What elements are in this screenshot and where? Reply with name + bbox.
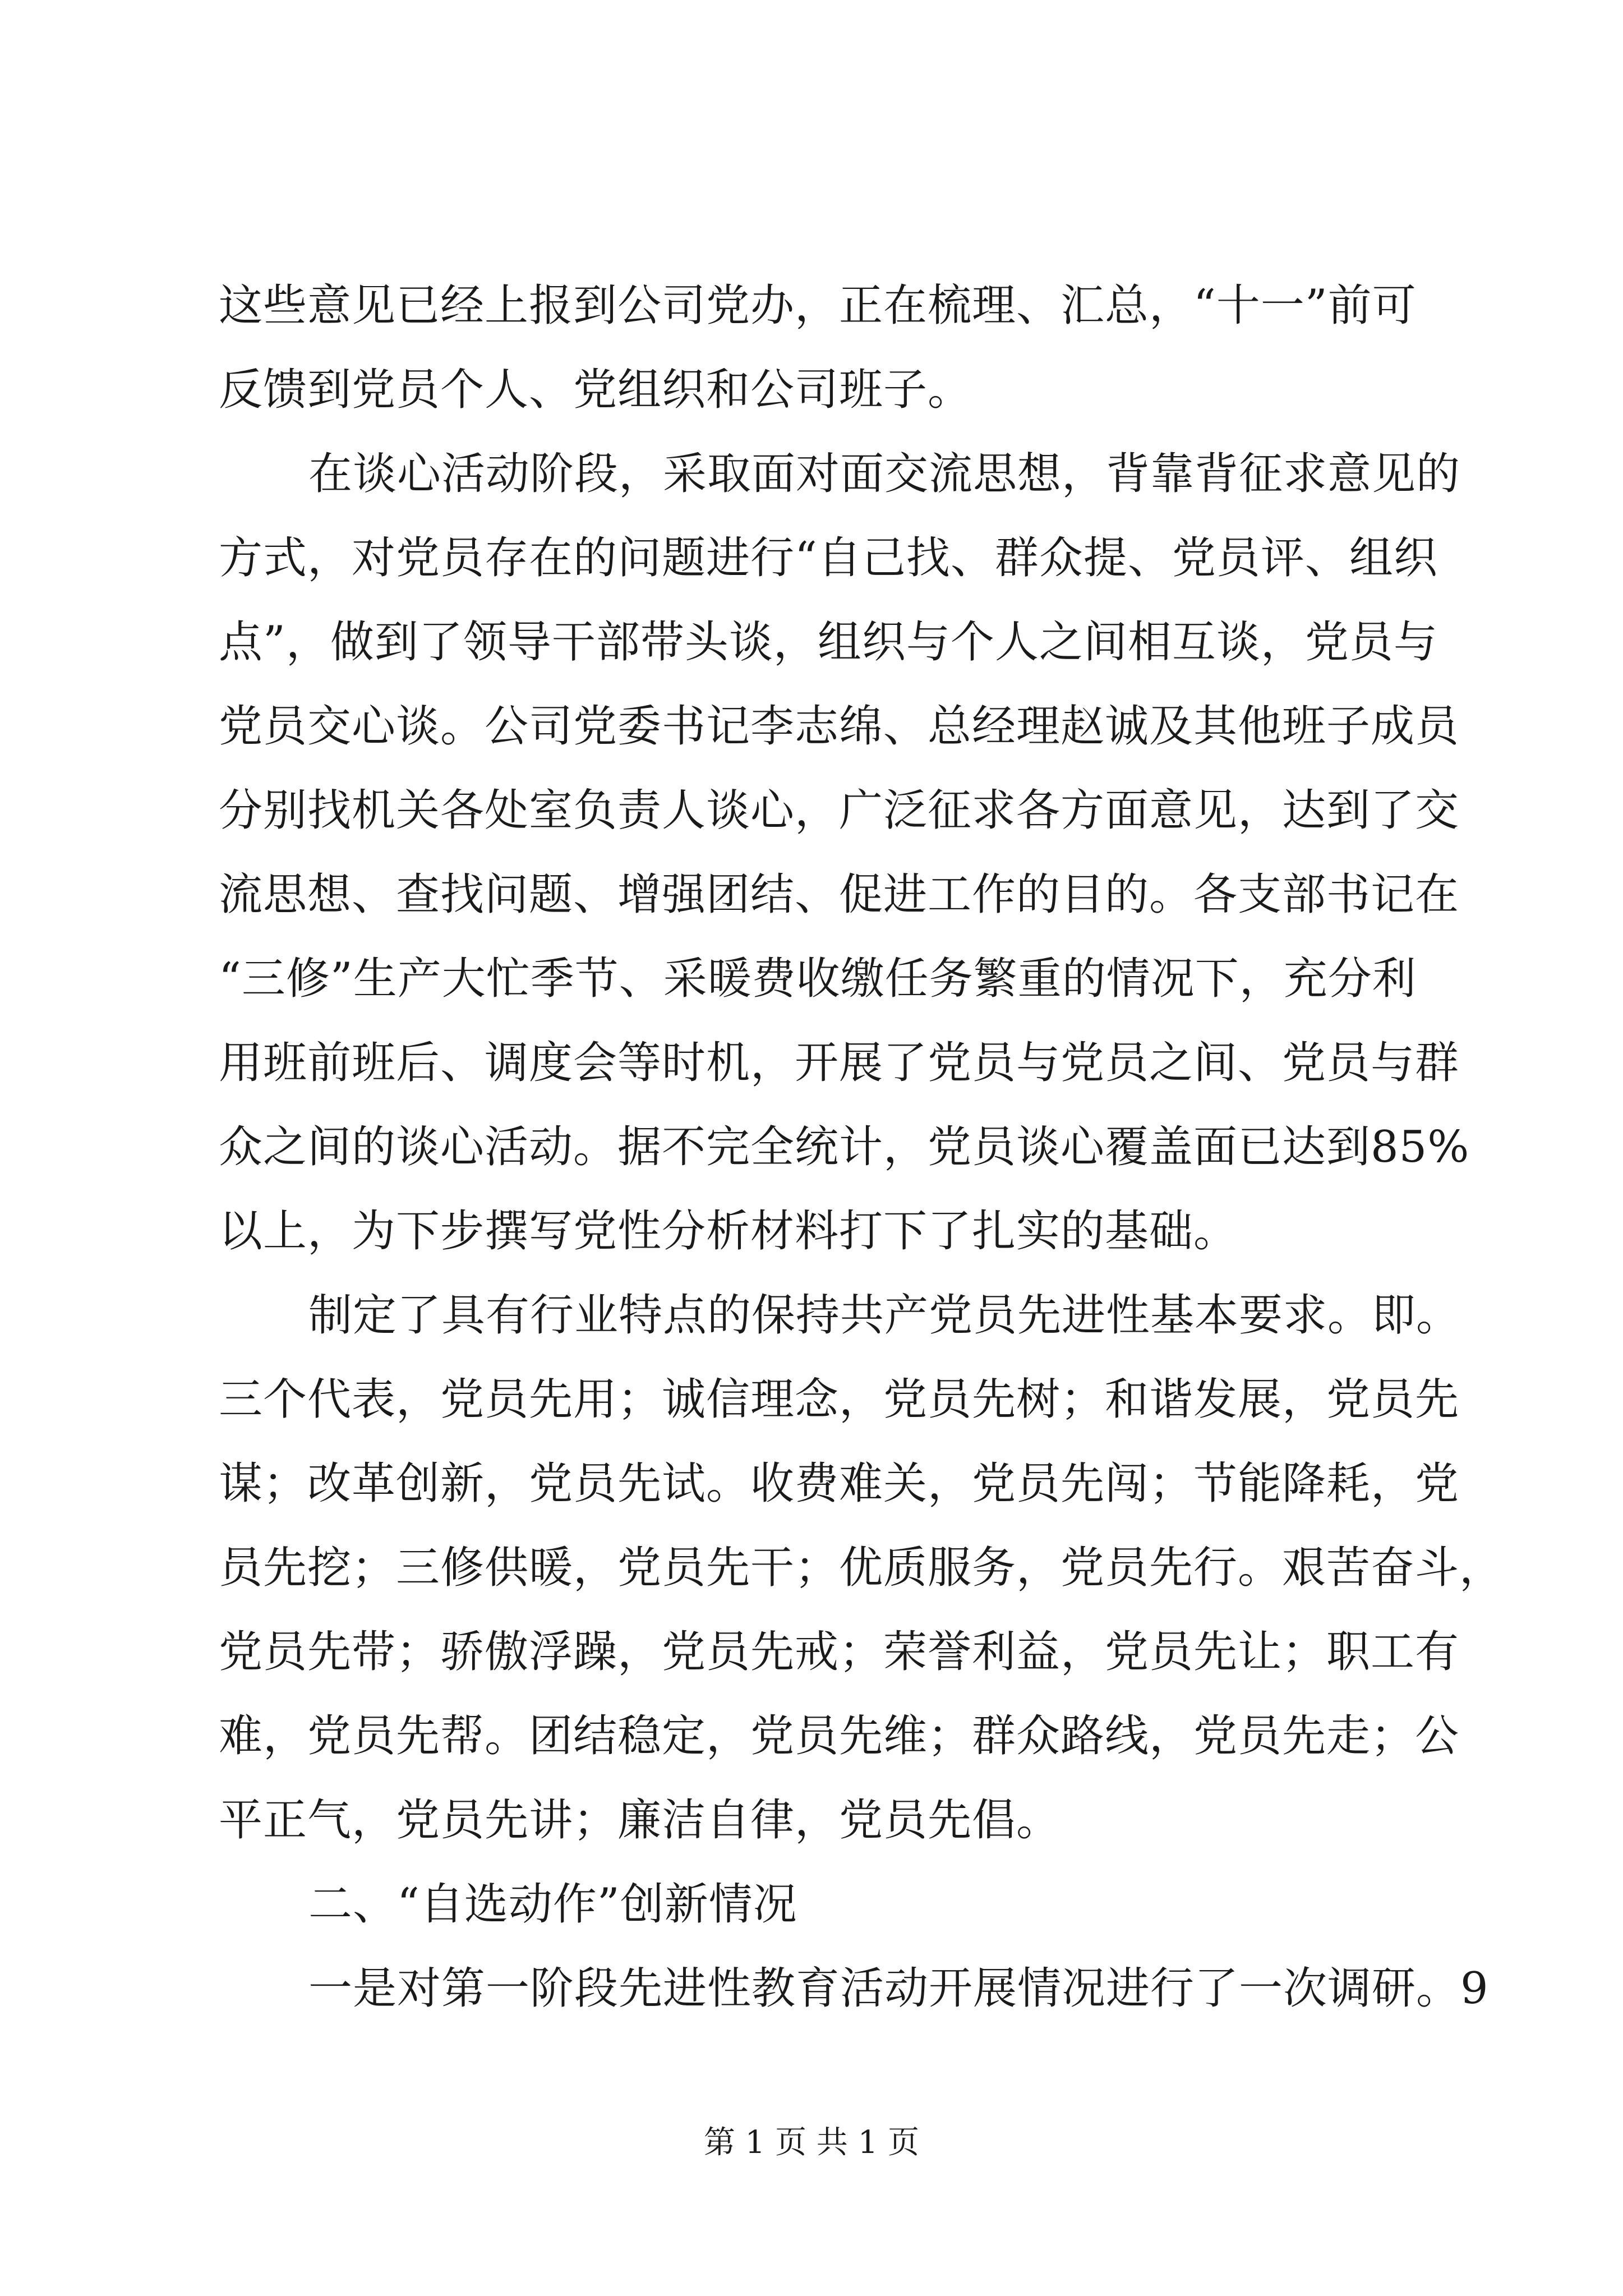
paragraph-start-line: 一是对第一阶段先进性教育活动开展情况进行了一次调研。9 xyxy=(308,1963,1489,2014)
text-line: 方式，对党员存在的问题进行“自己找、群众提、党员评、组织 xyxy=(219,533,1438,583)
text-line: 这些意见已经上报到公司党办，正在梳理、汇总，“十一”前可 xyxy=(219,280,1417,331)
text-line: 平正气，党员先讲；廉洁自律，党员先倡。 xyxy=(219,1795,1061,1846)
paragraph-start-line: 制定了具有行业特点的保持共产党员先进性基本要求。即。 xyxy=(308,1290,1461,1341)
text-line: 党员先带；骄傲浮躁，党员先戒；荣誉利益，党员先让；职工有 xyxy=(219,1627,1460,1677)
document-body xyxy=(219,264,1504,2031)
page-footer: 第 1 页 共 1 页 xyxy=(703,2124,920,2161)
text-line: 员先挖；三修供暖，党员先干；优质服务，党员先行。艰苦奋斗， xyxy=(219,1543,1504,1593)
text-line: 分别找机关各处室负责人谈心，广泛征求各方面意见，达到了交 xyxy=(219,785,1460,836)
text-line: 以上，为下步撰写党性分析材料打下了扎实的基础。 xyxy=(219,1206,1238,1257)
text-line: 反馈到党员个人、党组织和公司班子。 xyxy=(219,365,972,415)
paragraph-start-line: 在谈心活动阶段，采取面对面交流思想，背靠背征求意见的 xyxy=(308,449,1461,499)
text-line: 点”，做到了领导干部带头谈，组织与个人之间相互谈，党员与 xyxy=(219,617,1438,668)
text-line: 流思想、查找问题、增强团结、促进工作的目的。各支部书记在 xyxy=(219,869,1460,920)
section-heading: 二、“自选动作”创新情况 xyxy=(308,1879,797,1930)
text-line: 难，党员先帮。团结稳定，党员先维；群众路线，党员先走；公 xyxy=(219,1711,1460,1761)
text-line: 谋；改革创新，党员先试。收费难关，党员先闯；节能降耗，党 xyxy=(219,1458,1460,1509)
text-line: 众之间的谈心活动。据不完全统计，党员谈心覆盖面已达到85% xyxy=(219,1122,1470,1172)
text-line: 用班前班后、调度会等时机，开展了党员与党员之间、党员与群 xyxy=(219,1038,1460,1088)
text-line: 党员交心谈。公司党委书记李志绵、总经理赵诚及其他班子成员 xyxy=(219,701,1460,752)
text-line: 三个代表，党员先用；诚信理念，党员先树；和谐发展，党员先 xyxy=(219,1374,1460,1425)
text-line: “三修”生产大忙季节、采暖费收缴任务繁重的情况下，充分利 xyxy=(219,954,1417,1004)
